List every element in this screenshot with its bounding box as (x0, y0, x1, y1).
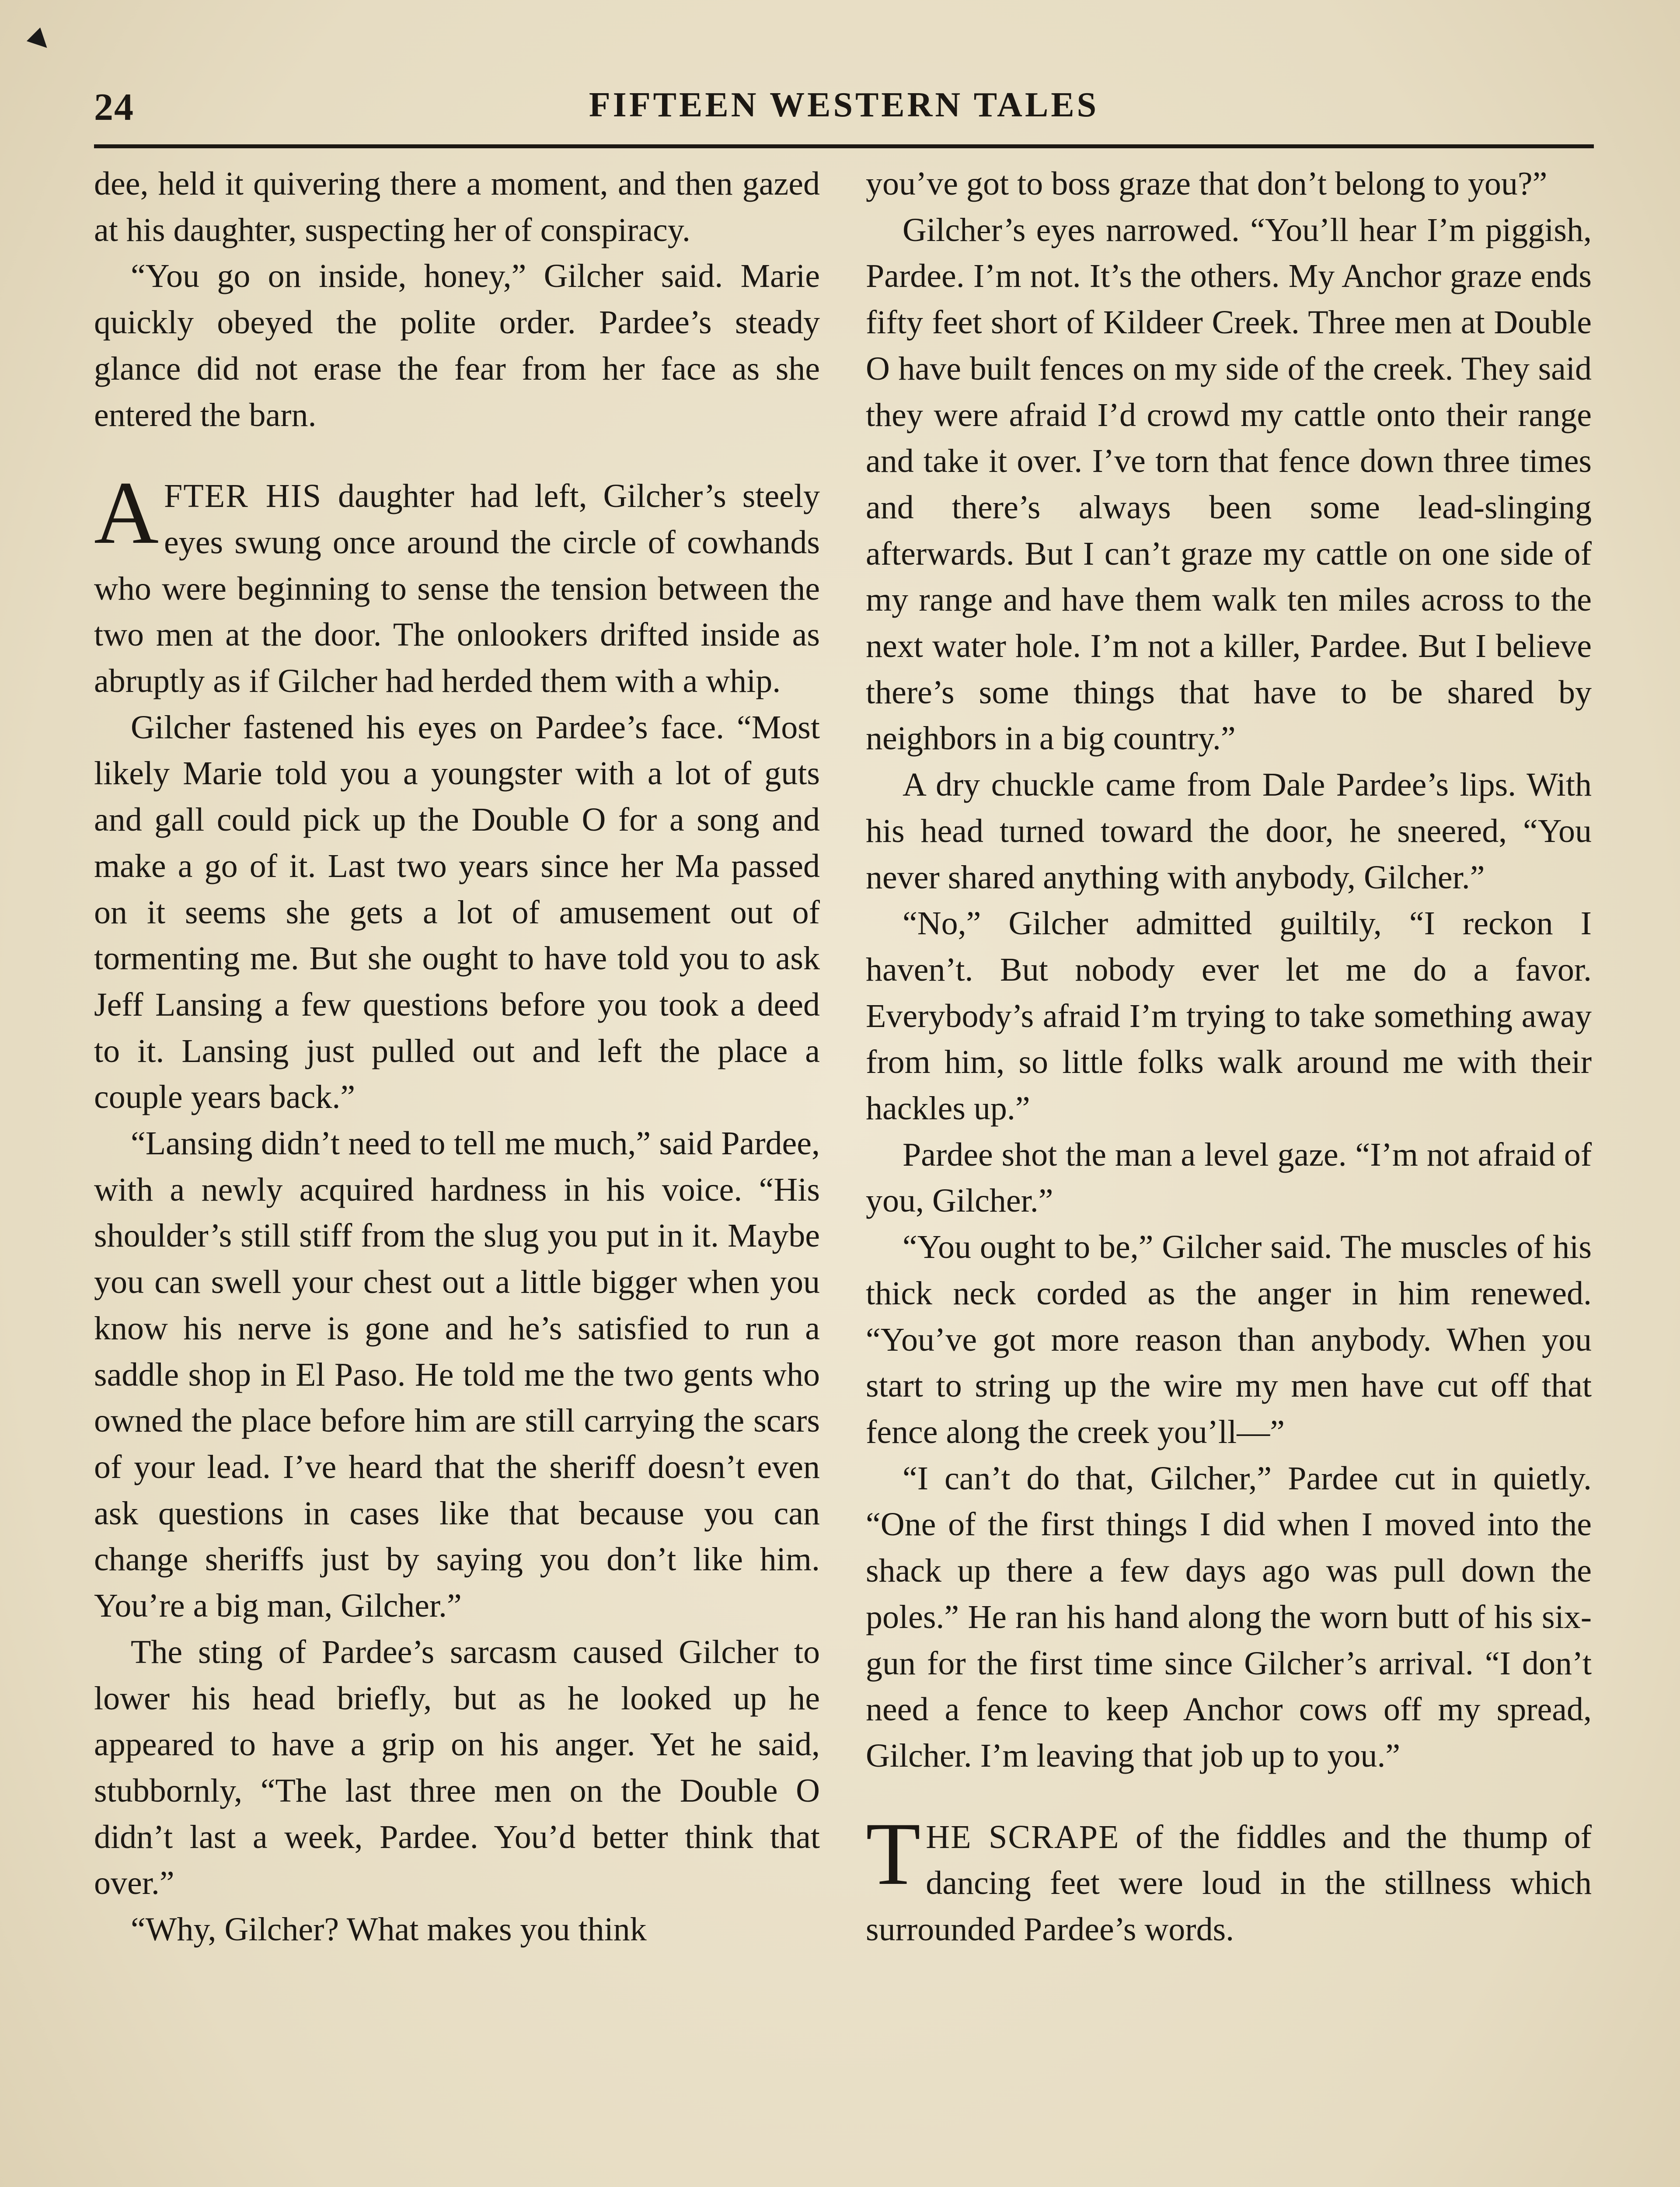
paragraph: Gilcher’s eyes narrowed. “You’ll hear I’m piggish, Pardee. I’m not. It’s the others. My Anchor graze ends fifty feet short of Kildeer Creek. Three men at Double O have built fences on my side of the creek. They said they were afraid I’d crowd my cattle onto their range and take it over. I’ve torn that fence down three times and there’s always been some lead-slinging afterwards. But I can’t graze my cattle on one side of my range and have them walk ten miles across to the next water hole. I’m not a killer, Pardee. But I believe there’s some things that have to be shared by neighbors in a big country.” (866, 211, 1592, 757)
section-break (94, 438, 820, 473)
paragraph: “Lansing didn’t need to tell me much,” said Pardee, with a newly acquired hardness in his voice. “His shoulder’s still stiff from the slug you put in it. Maybe you can swell your chest out a little bigger when you know his nerve is gone and he’s satisfied to run a saddle shop in El Paso. He told me the two gents who owned the place before him are still carrying the scars of your lead. I’ve heard that the sheriff doesn’t even ask questions in cases like that because you can change sheriffs just by saying you don’t like him. You’re a big man, Gilcher.” (94, 1125, 820, 1625)
header-rule (94, 144, 1594, 148)
paragraph: “You ought to be,” Gilcher said. The muscles of his thick neck corded as the anger in him renewed. “You’ve got more reason than anybody. When you start to string up the wire my men have cut off that fence along the creek you’ll—” (866, 1229, 1592, 1450)
paragraph: Pardee shot the man a level gaze. “I’m not afraid of you, Gilcher.” (866, 1136, 1592, 1219)
paragraph: The sting of Pardee’s sarcasm caused Gilcher to lower his head briefly, but as he looked up he appeared to have a grip on his anger. Yet he said, stubbornly, “The last three men on the Double O didn’t last a week, Pardee. You’d better think that over.” (94, 1633, 820, 1902)
paragraph: dee, held it quivering there a moment, and then gazed at his daughter, suspecting her of conspiracy. (94, 165, 820, 248)
small-caps-lead: HE SCRAPE (926, 1818, 1120, 1855)
corner-arrow-mark (27, 28, 54, 55)
section-break (866, 1779, 1592, 1814)
paragraph: “No,” Gilcher admitted guiltily, “I reckon I haven’t. But nobody ever let me do a favor. Everybody’s afraid I’m trying to take something away from him, so little folks walk around me with their hackles up.” (866, 905, 1592, 1127)
paragraph-continuation: steely eyes swung once around the circle of cowhands who were beginning to sense the tension between the two men at the door. The onlookers drifted inside as abruptly as if Gilcher had herded them with a whip. (94, 478, 820, 700)
running-title: FIFTEEN WESTERN TALES (589, 86, 1099, 124)
paragraph: Gilcher fastened his eyes on Pardee’s face. “Most likely Marie told you a youngster with a lot of guts and gall could pick up the Double O for a song and make a go of it. Last two years since her Ma passed on it seems she gets a lot of amusement out of tormenting me. But she ought to have told you to ask Jeff Lansing a few questions before you took a deed to it. Lansing just pulled out and left the place a couple years back.” (94, 709, 820, 1116)
left-column (94, 161, 820, 2187)
section-opening-paragraph (866, 1804, 1592, 1953)
drop-cap: A (94, 463, 159, 563)
page-number: 24 (94, 86, 134, 129)
page-header (94, 85, 1594, 133)
right-column (866, 161, 1592, 2187)
lead-text: of the fiddles and the thump of dancing feet were loud in the stillness which surrounded Pardee’s words. (866, 1818, 1592, 1948)
small-caps-lead: FTER HIS (164, 478, 322, 515)
drop-cap: T (866, 1804, 921, 1904)
paragraph: you’ve got to boss graze that don’t belong to you?” (866, 165, 1548, 202)
paragraph: “Why, Gilcher? What makes you think (131, 1911, 647, 1948)
lead-text: daughter had left, Gilcher’s (322, 478, 726, 515)
section-opening-paragraph (94, 463, 820, 705)
paragraph: “You go on inside, honey,” Gilcher said. Marie quickly obeyed the polite order. Pardee’s steady glance did not erase the fear from her face as she entered the barn. (94, 258, 820, 433)
paragraph: “I can’t do that, Gilcher,” Pardee cut in quietly. “One of the first things I did when I moved into the shack up there a few days ago was pull down the poles.” He ran his hand along the worn butt of his six-gun for the first time since Gilcher’s arrival. “I don’t need a fence to keep Anchor cows off my spread, Gilcher. I’m leaving that job up to you.” (866, 1460, 1592, 1774)
paragraph: A dry chuckle came from Dale Pardee’s lips. With his head turned toward the door, he sneered, “You never shared anything with anybody, Gilcher.” (866, 766, 1592, 896)
